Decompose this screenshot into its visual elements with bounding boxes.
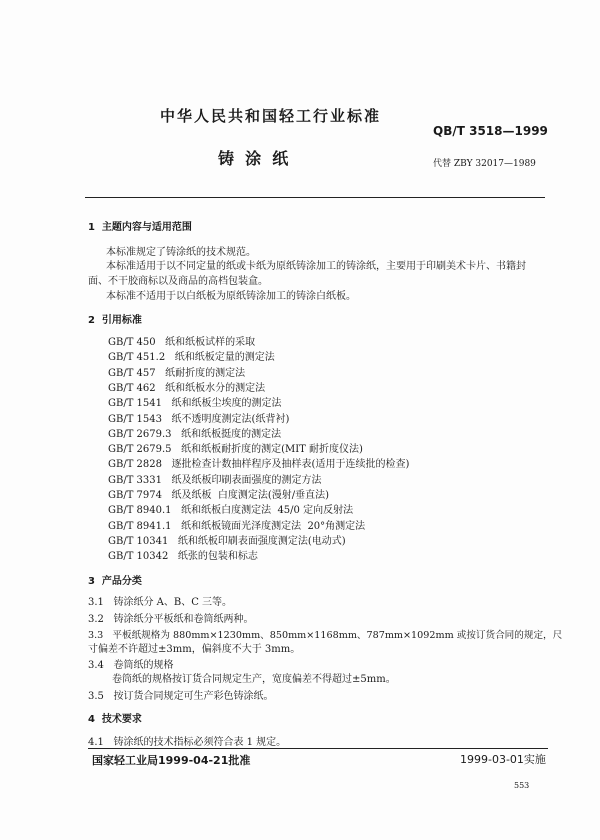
standard-code: QB/T 3518—1999 — [433, 124, 548, 138]
reference-item: GB/T 10342 纸张的包装和标志 — [108, 551, 258, 563]
paragraph: 面、不干胶商标以及商品的高档包装盒。 — [88, 276, 268, 287]
reference-item: GB/T 10341 纸和纸板印刷表面强度测定法(电动式) — [108, 535, 346, 547]
effective-date: 1999-03-01实施 — [460, 753, 546, 766]
reference-item: GB/T 1541 纸和纸板尘埃度的测定法 — [108, 398, 282, 410]
reference-item: GB/T 2679.5 纸和纸板耐折度的测定(MIT 耐折度仪法) — [108, 444, 363, 456]
paragraph: 本标准适用于以不同定量的纸或卡纸为原纸铸涂加工的铸涂纸，主要用于印刷美术卡片、书籍封 — [106, 261, 526, 272]
reference-item: GB/T 2679.3 纸和纸板挺度的测定法 — [108, 428, 282, 440]
replaces-note: 代替 ZBY 32017—1989 — [433, 159, 536, 169]
reference-item: GB/T 2828 逐批检查计数抽样程序及抽样表(适用于连续批的检查) — [108, 459, 410, 471]
clause: 3.3 平板纸规格为 880mm×1230mm、850mm×1168mm、787mm×1092mm 或按订货合同的规定，尺 — [88, 630, 563, 641]
clause: 3.2 铸涂纸分平板纸和卷筒纸两种。 — [88, 614, 254, 625]
paragraph: 本标准规定了铸涂纸的技术规范。 — [106, 247, 256, 258]
clause: 4.1 铸涂纸的技术指标必须符合表 1 规定。 — [88, 737, 287, 748]
paragraph: 本标准不适用于以白纸板为原纸铸涂加工的铸涂白纸板。 — [106, 291, 356, 302]
section-1-heading: 1 主题内容与适用范围 — [88, 222, 192, 233]
section-2-heading: 2 引用标准 — [88, 315, 142, 326]
footer-rule — [88, 748, 548, 749]
page-number: 553 — [514, 781, 530, 790]
reference-item: GB/T 3331 纸及纸板印刷表面强度的测定方法 — [108, 474, 322, 486]
header-rule — [85, 197, 545, 198]
reference-item: GB/T 8941.1 纸和纸板镜面光泽度测定法 20°角测定法 — [108, 520, 366, 532]
clause: 3.1 铸涂纸分 A、B、C 三等。 — [88, 597, 233, 608]
section-3-heading: 3 产品分类 — [88, 576, 142, 587]
clause: 寸偏差不许超过±3mm，偏斜度不大于 3mm。 — [88, 644, 301, 655]
reference-item: GB/T 1543 纸不透明度测定法(纸背衬) — [108, 413, 290, 425]
section-4-heading: 4 技术要求 — [88, 714, 142, 725]
reference-item: GB/T 450 纸和纸板试样的采取 — [108, 337, 256, 348]
standard-org: 中华人民共和国轻工行业标准 — [160, 107, 382, 125]
reference-item: GB/T 8940.1 纸和纸板白度测定法 45/0 定向反射法 — [108, 505, 354, 517]
document-title: 铸 涂 纸 — [218, 149, 289, 168]
reference-item: GB/T 457 纸耐折度的测定法 — [108, 367, 246, 379]
clause: 3.5 按订货合同规定可生产彩色铸涂纸。 — [88, 691, 274, 702]
reference-item: GB/T 462 纸和纸板水分的测定法 — [108, 382, 266, 394]
reference-item: GB/T 7974 纸及纸板 白度测定法(漫射/垂直法) — [108, 490, 330, 501]
clause: 卷筒纸的规格按订货合同规定生产，宽度偏差不得超过±5mm。 — [112, 674, 396, 685]
reference-item: GB/T 451.2 纸和纸板定量的测定法 — [108, 352, 275, 364]
clause: 3.4 卷筒纸的规格 — [88, 660, 174, 671]
approval-date: 国家轻工业局1999-04-21批准 — [92, 754, 251, 767]
